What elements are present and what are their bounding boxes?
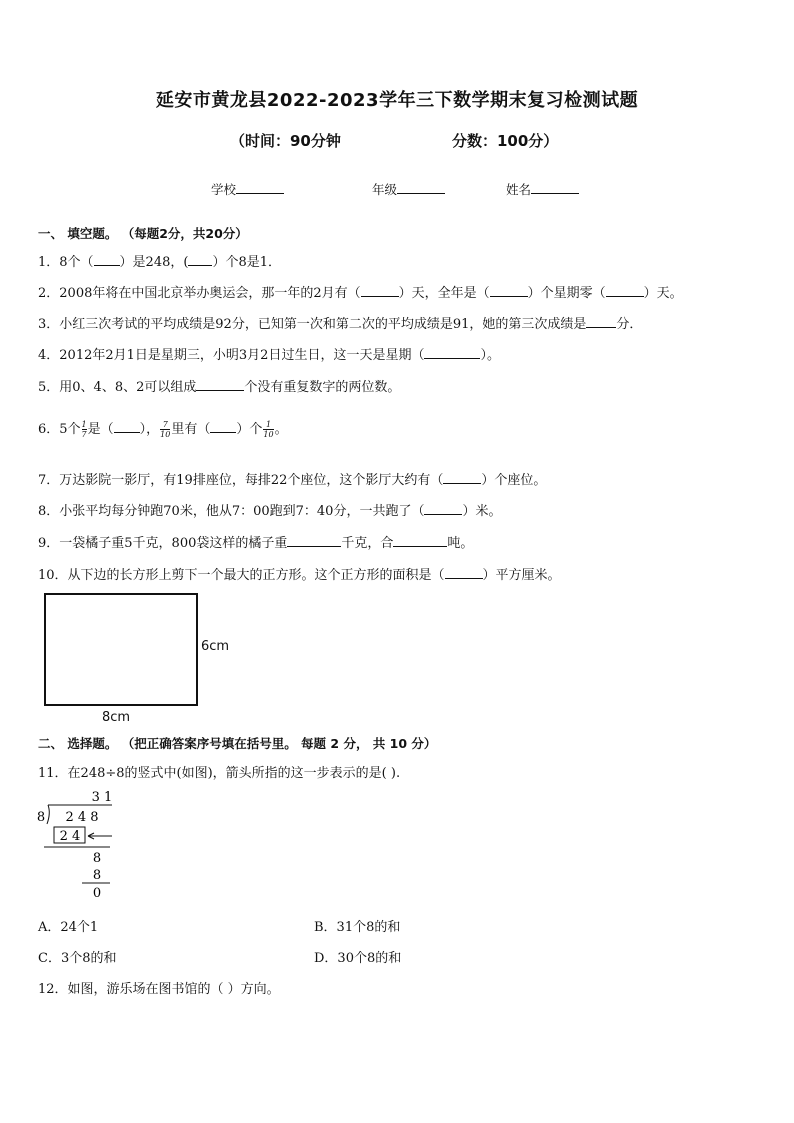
question-4: 4．2012年2月1日是星期三，小明3月2日过生日，这一天是星期（ ）。: [38, 348, 500, 363]
question-9: 9．一袋橘子重5千克，800袋这样的橘子重 千克，合 吨。: [38, 536, 474, 551]
division-quotient: 3 1: [91, 790, 113, 805]
name-blank: [531, 181, 579, 194]
question-8: 8．小张平均每分钟跑70米，他从7：00跑到7：40分，一共跑了（ ）米。: [38, 504, 502, 519]
rectangle-width-label: 8cm: [102, 710, 131, 725]
school-field: [211, 180, 284, 198]
score-label: 分数：100分）: [452, 132, 559, 150]
section-1-heading: 一、 填空题。 （每题2分，共20分）: [38, 226, 248, 241]
school-blank: [236, 181, 284, 194]
division-dividend: 2 4 8: [65, 810, 99, 825]
option-b[interactable]: B．31个8的和: [314, 920, 401, 935]
division-divisor: 8: [36, 810, 46, 825]
division-remainder-1: 8: [92, 851, 102, 866]
school-label: 学校: [211, 182, 237, 197]
long-division-figure: [30, 784, 130, 904]
question-12: 12．如图，游乐场在图书馆的（ ）方向。: [38, 982, 280, 997]
time-label: （时间：90分钟: [230, 132, 341, 150]
question-2: 2．2008年将在中国北京举办奥运会，那一年的2月有（ ）天，全年是（ ）个星期零（ ）天。: [38, 286, 683, 301]
rectangle-figure: [44, 593, 198, 706]
division-step-2: 8: [92, 868, 102, 883]
question-7: 7．万达影院一影厅，有19排座位，每排22个座位，这个影厅大约有（ ）个座位。: [38, 473, 547, 488]
section-2-heading: 二、 选择题。 （把正确答案序号填在括号里。 每题 2 分， 共 10 分）: [38, 736, 437, 751]
question-3: 3．小红三次考试的平均成绩是92分，已知第一次和第二次的平均成绩是91，她的第三次成绩是 分．: [38, 317, 643, 332]
option-a[interactable]: A．24个1: [38, 920, 99, 935]
grade-blank: [397, 181, 445, 194]
name-label: 姓名: [506, 182, 532, 197]
question-1: 1．8个（ ）是248，( ）个8是1．: [38, 255, 281, 270]
division-remainder-2: 0: [92, 886, 102, 901]
grade-field: [372, 180, 445, 198]
question-10: 10．从下边的长方形上剪下一个最大的正方形。这个正方形的面积是（ ）平方厘米。: [38, 568, 561, 583]
fraction-1-10: $\frac{1}{10}$: [263, 420, 274, 439]
fraction-1-7: $\frac{1}{7}$: [81, 420, 87, 439]
fraction-7-10: $\frac{7}{10}$: [160, 420, 171, 439]
division-step-1: 2 4: [59, 829, 81, 844]
rectangle-height-label: 6cm: [201, 639, 230, 654]
option-d[interactable]: D．30个8的和: [314, 951, 402, 966]
question-6: 6．5个 $\frac{1}{7}$ 是（ ）， $\frac{7}{10}$ 里有（ ）个 $\frac{1}{10}$ 。: [38, 420, 288, 439]
option-c[interactable]: C．3个8的和: [38, 951, 117, 966]
question-5: 5．用0、4、8、2可以组成 个没有重复数字的两位数。: [38, 380, 401, 395]
division-bracket: [47, 805, 49, 824]
page-title: 延安市黄龙县2022-2023学年三下数学期末复习检测试题: [155, 90, 639, 111]
question-11: 11．在248÷8的竖式中(如图)，箭头所指的这一步表示的是( ).: [38, 766, 401, 781]
grade-label: 年级: [372, 182, 398, 197]
name-field: [506, 180, 579, 198]
